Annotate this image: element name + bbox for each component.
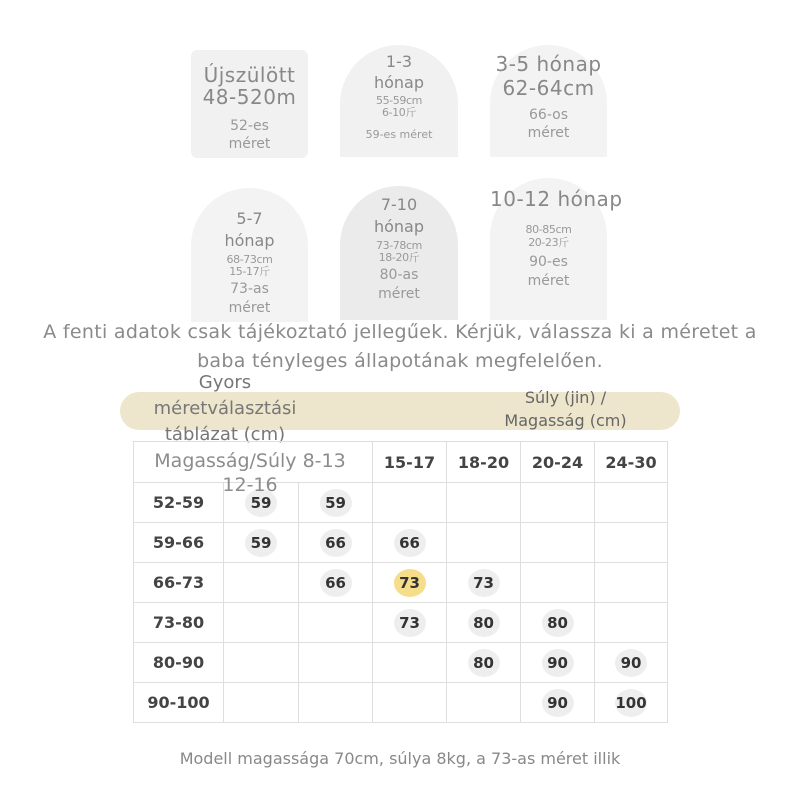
card-size-label: 80-as [379, 267, 419, 284]
size-chip: 59 [245, 489, 277, 517]
size-cell [224, 643, 299, 683]
size-chip: 73 [394, 569, 426, 597]
card-size-label: méret [228, 136, 271, 153]
card-size-label: méret [527, 125, 570, 142]
weight-height-title: Súly (jin) / Magasság (cm) [504, 388, 627, 430]
card-size-label: 66-os [529, 106, 568, 123]
card-subtitle: hónap [373, 216, 425, 236]
card-detail: 55-59cm [376, 93, 422, 107]
size-cell [373, 643, 447, 683]
model-info: Modell magassága 70cm, súlya 8kg, a 73-as méret illik [179, 749, 621, 768]
card-subtitle: 62-64cm [502, 76, 595, 101]
size-card-5-7 [191, 188, 308, 322]
size-cell [224, 523, 299, 563]
card-subtitle: hónap [224, 230, 275, 250]
size-cell [447, 523, 521, 563]
card-size-label: méret [527, 272, 570, 289]
size-cell [299, 563, 373, 603]
size-cell [299, 643, 373, 683]
card-title: 3-5 hónap [495, 52, 602, 76]
column-header: 15-17 [373, 442, 447, 483]
size-card-7-10 [340, 186, 458, 320]
row-height-label: 80-90 [134, 643, 224, 683]
size-chip: 80 [542, 609, 574, 637]
size-cell [224, 563, 299, 603]
size-chip: 73 [468, 569, 500, 597]
row-height-label: 52-59 [134, 483, 224, 523]
size-cell [299, 603, 373, 643]
size-chip: 90 [615, 649, 647, 677]
size-cell [447, 603, 521, 643]
size-chip: 73 [394, 609, 426, 637]
card-detail: 18-20斤 [378, 251, 420, 265]
table-row [134, 643, 668, 683]
size-cell [521, 523, 595, 563]
size-cell [224, 683, 299, 723]
card-size-label: méret [228, 300, 271, 317]
size-cell [521, 603, 595, 643]
size-chip: 66 [320, 529, 352, 557]
card-size-label: 73-as [230, 281, 269, 298]
card-title: 10-12 hónap [490, 187, 623, 211]
row-height-label: 66-73 [134, 563, 224, 603]
size-chip: 59 [320, 489, 352, 517]
size-chip: 100 [615, 689, 647, 717]
column-header: 18-20 [447, 442, 521, 483]
size-card-3-5 [490, 45, 607, 157]
table-row [134, 563, 668, 603]
size-cell [521, 563, 595, 603]
size-chip: 90 [542, 649, 574, 677]
size-cell [521, 683, 595, 723]
card-detail: 68-73cm [226, 252, 273, 266]
size-cell [299, 523, 373, 563]
row-height-label: 73-80 [134, 603, 224, 643]
size-cell [595, 683, 668, 723]
size-cell [373, 683, 447, 723]
size-cell [447, 483, 521, 523]
size-cell [521, 483, 595, 523]
size-cell [595, 523, 668, 563]
card-detail: 80-85cm [525, 223, 572, 237]
card-size-label: méret [378, 286, 420, 303]
size-cell [447, 643, 521, 683]
card-title: Újszülött [203, 63, 296, 87]
size-cell [521, 643, 595, 683]
size-cell [447, 683, 521, 723]
size-cell [595, 563, 668, 603]
table-body [134, 483, 668, 723]
card-title: 5-7 [236, 209, 263, 228]
row-height-label: 90-100 [134, 683, 224, 723]
card-size-label: 52-es [230, 117, 269, 134]
card-size-label: 90-es [529, 254, 568, 271]
card-subtitle: 48-520m [202, 85, 297, 110]
size-chip: 80 [468, 649, 500, 677]
table-row [134, 683, 668, 723]
size-card-newborn [191, 50, 308, 158]
size-cell [299, 683, 373, 723]
size-cell [373, 563, 447, 603]
size-chip: 80 [468, 609, 500, 637]
table-row [134, 603, 668, 643]
size-chip: 66 [394, 529, 426, 557]
card-detail: 20-23斤 [528, 235, 569, 249]
size-cell [373, 603, 447, 643]
size-chip: 59 [245, 529, 277, 557]
size-chip: 90 [542, 689, 574, 717]
size-cell [595, 643, 668, 683]
size-chip: 66 [320, 569, 352, 597]
disclaimer-note: A fenti adatok csak tájékoztató jellegűek. Kérjük, válassza ki a méretet a baba tényleges állapotának megfelelően. [43, 321, 757, 372]
table-corner-label: Magasság/Súly 8-13 12-16 [154, 450, 346, 496]
size-cell [373, 523, 447, 563]
card-detail: 15-17斤 [229, 265, 270, 279]
table-row [134, 523, 668, 563]
size-cell [373, 483, 447, 523]
quick-size-title: Gyors méretválasztási táblázat (cm) [153, 372, 297, 445]
card-size-label: 59-es méret [365, 128, 433, 142]
row-height-label: 59-66 [134, 523, 224, 563]
card-detail: 6-10斤 [382, 106, 416, 120]
size-card-10-12 [490, 178, 623, 320]
card-subtitle: hónap [373, 72, 425, 92]
size-cell [595, 603, 668, 643]
card-title: 7-10 [380, 195, 418, 214]
card-title: 1-3 [385, 52, 413, 71]
column-header: 20-24 [521, 442, 595, 483]
column-header: 24-30 [595, 442, 668, 483]
size-cell [595, 483, 668, 523]
size-cell [224, 603, 299, 643]
card-detail: 73-78cm [376, 238, 422, 252]
size-card-1-3 [340, 45, 458, 157]
size-cell [447, 563, 521, 603]
